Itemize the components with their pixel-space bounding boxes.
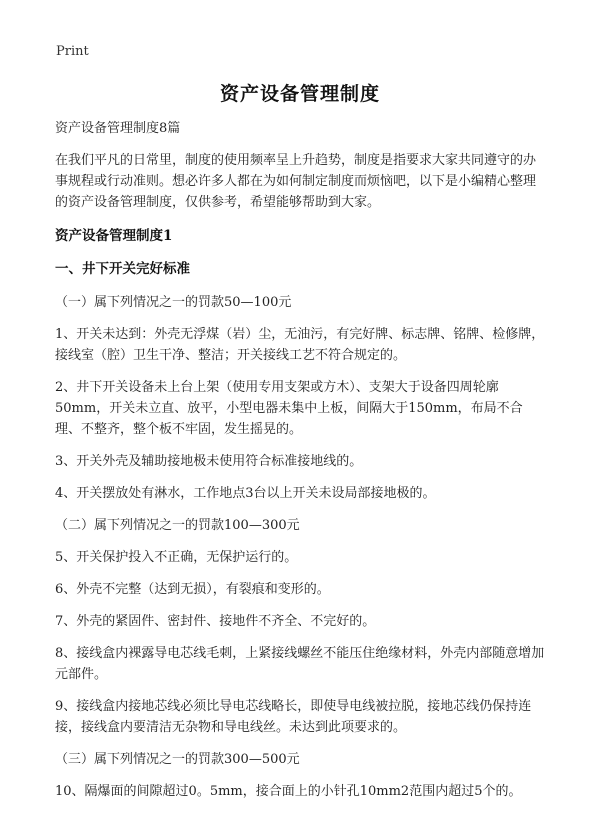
penalty-subheading: （三）属下列情况之一的罚款300—500元: [55, 752, 300, 767]
list-item: 3、开关外壳及辅助接地极未使用符合标准接地线的。: [55, 454, 363, 469]
intro-paragraph: 在我们平凡的日常里，制度的使用频率呈上升趋势，制度是指要求大家共同遵守的办事规程或行动准则。想必许多人都在为如何制定制度而烦恼吧，以下是小编精心整理的资产设备管理制度，仅供参考，希望能够帮助到大家。: [55, 153, 537, 210]
penalty-subheading: （二）属下列情况之一的罚款100—300元: [55, 518, 300, 533]
print-label: Print: [56, 44, 89, 59]
list-item: 7、外壳的紧固件、密封件、接地件不齐全、不完好的。: [55, 614, 376, 629]
section-title: 资产设备管理制度1: [55, 228, 173, 244]
document-subtitle: 资产设备管理制度8篇: [55, 121, 181, 136]
list-item: 2、井下开关设备未上台上架（使用专用支架或方木）、支架大于设备四周轮廓50mm，开关未立直、放平，小型电器未集中上板，间隔大于150mm，布局不合理、不整齐，整个板不牢固，发生摇晃的。: [55, 380, 523, 437]
list-item: 5、开关保护投入不正确，无保护运行的。: [55, 550, 298, 565]
penalty-subheading: （一）属下列情况之一的罚款50—100元: [55, 295, 292, 310]
page-title: 资产设备管理制度: [219, 83, 380, 105]
document-body: [55, 118, 547, 813]
list-item: 8、接线盒内裸露导电芯线毛刺，上紧接线螺丝不能压住绝缘材料，外壳内部随意增加元部件。: [55, 646, 545, 682]
list-item: 4、开关摆放处有淋水，工作地点3台以上开关未设局部接地极的。: [55, 486, 436, 501]
list-item: 9、接线盒内接地芯线必须比导电芯线略长，即使导电线被拉脱，接地芯线仍保持连接，接线盒内要清洁无杂物和导电线丝。未达到此项要求的。: [55, 699, 532, 735]
list-item: 1、开关未达到：外壳无浮煤（岩）尘，无油污，有完好牌、标志牌、铭牌、检修牌，接线室（腔）卫生干净、整洁；开关接线工艺不符合规定的。: [55, 327, 545, 363]
section-heading: 一、井下开关完好标准: [55, 261, 190, 277]
list-item: 10、隔爆面的间隙超过0。5mm，接合面上的小针孔10mm2范围内超过5个的。: [55, 784, 522, 799]
list-item: 6、外壳不完整（达到无损），有裂痕和变形的。: [55, 582, 330, 597]
